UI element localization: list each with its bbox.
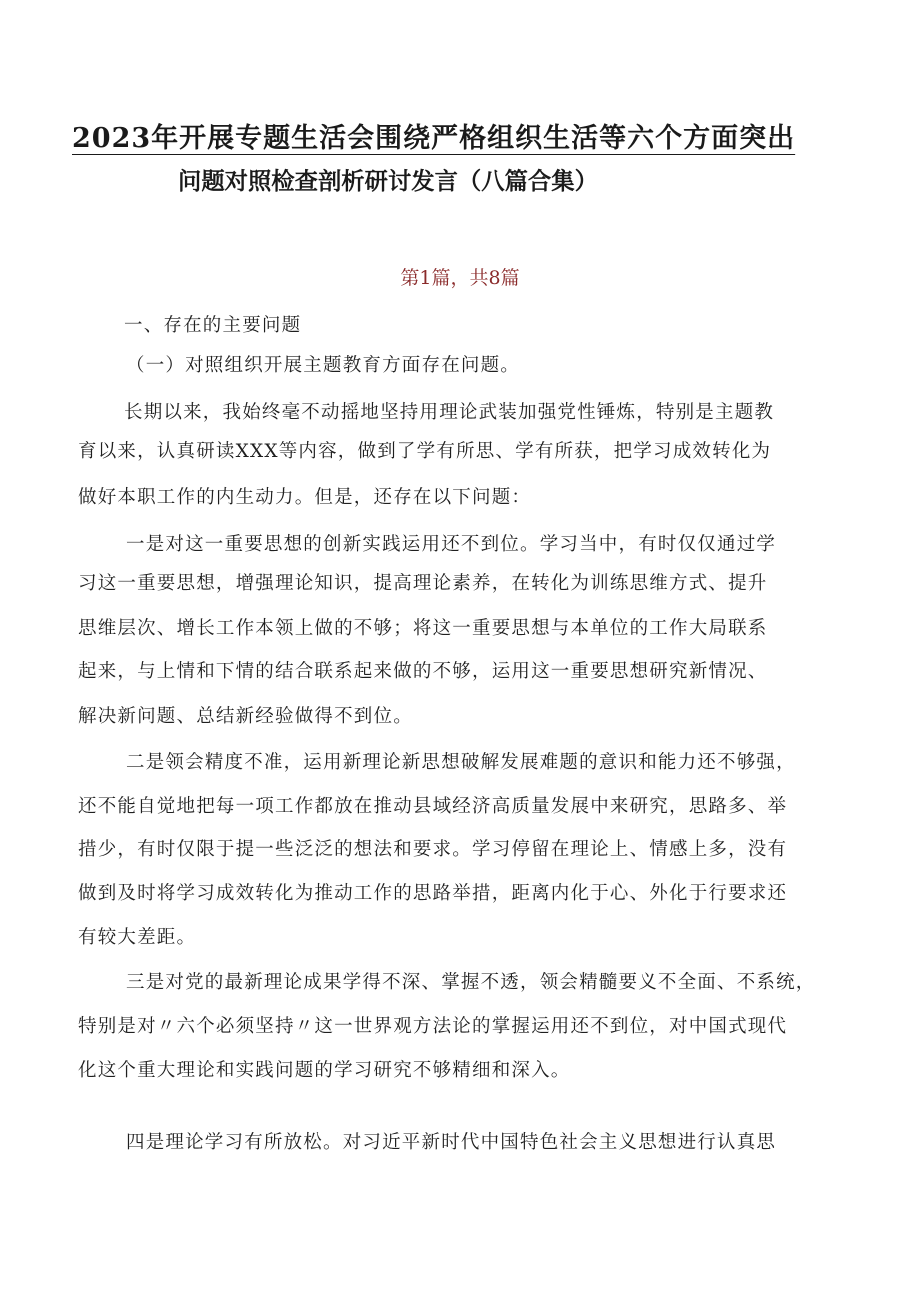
subsection-heading: （一）对照组织开展主题教育方面存在问题。 xyxy=(126,355,521,376)
body-line: 四是理论学习有所放松。对习近平新时代中国特色社会主义思想进行认真思 xyxy=(126,1132,777,1153)
body-line: 习这一重要思想，增强理论知识，提高理论素养，在转化为训练思维方式、提升 xyxy=(78,573,768,594)
body-line: 化这个重大理论和实践问题的学习研究不够精细和深入。 xyxy=(78,1060,571,1081)
body-line: 二是领会精度不准，运用新理论新思想破解发展难题的意识和能力还不够强， xyxy=(126,752,796,773)
body-line: 起来，与上情和下情的结合联系起来做的不够，运用这一重要思想研究新情况、 xyxy=(78,661,768,682)
document-title-line-1: 2023年开展专题生活会围绕严格组织生活等六个方面突出 xyxy=(72,123,796,154)
body-line: 解决新问题、总结新经验做得不到位。 xyxy=(78,706,413,727)
section-heading: 一、存在的主要问题 xyxy=(124,315,302,336)
body-line: 特别是对〃六个必须坚持〃这一世界观方法论的掌握运用还不到位，对中国式现代 xyxy=(78,1016,788,1037)
body-line: 还不能自觉地把每一项工作都放在推动县域经济高质量发展中来研究，思路多、举 xyxy=(78,796,788,817)
body-line: 措少，有时仅限于提一些泛泛的想法和要求。学习停留在理论上、情感上多，没有 xyxy=(78,839,788,860)
part-heading: 第1篇，共8篇 xyxy=(400,267,520,289)
body-line: 有较大差距。 xyxy=(78,927,197,948)
body-line: 思维层次、增长工作本领上做的不够；将这一重要思想与本单位的工作大局联系 xyxy=(78,618,768,639)
body-line: 育以来，认真研读XXX等内容，做到了学有所思、学有所获，把学习成效转化为 xyxy=(78,441,772,462)
body-line: 三是对党的最新理论成果学得不深、掌握不透，领会精髓要义不全面、不系统， xyxy=(126,972,816,993)
body-line: 做到及时将学习成效转化为推动工作的思路举措，距离内化于心、外化于行要求还 xyxy=(78,883,788,904)
body-line: 一是对这一重要思想的创新实践运用还不到位。学习当中，有时仅仅通过学 xyxy=(126,534,777,555)
body-line: 做好本职工作的内生动力。但是，还存在以下问题： xyxy=(78,487,532,508)
body-line: 长期以来，我始终毫不动摇地坚持用理论武装加强党性锤炼，特别是主题教 xyxy=(124,402,775,423)
document-title-line-2: 问题对照检查剖析研讨发言（八篇合集） xyxy=(178,167,598,195)
